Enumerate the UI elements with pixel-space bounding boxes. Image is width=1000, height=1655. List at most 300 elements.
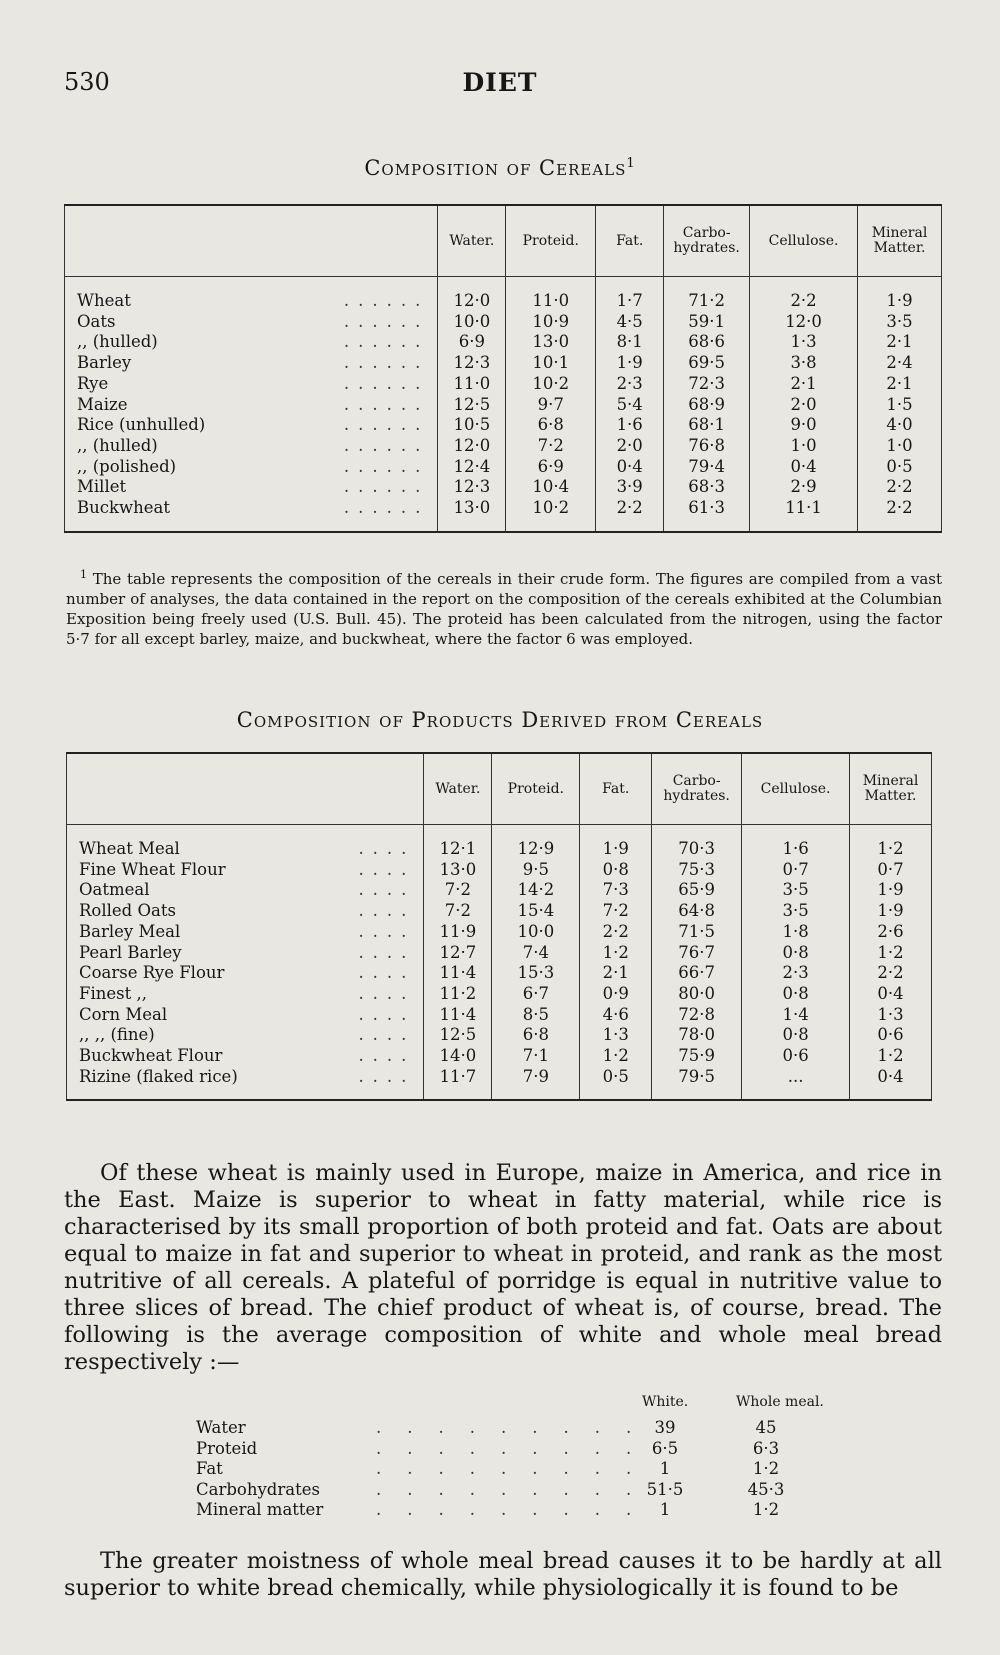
table-row bbox=[67, 1005, 932, 1026]
value-cell: 9·5 bbox=[492, 860, 580, 881]
row-label-text: Pearl Barley bbox=[79, 942, 182, 962]
row-label-text: Buckwheat bbox=[77, 498, 170, 518]
value-cell: 70·3 bbox=[652, 839, 742, 860]
row-label bbox=[65, 353, 438, 374]
value-cell: 78·0 bbox=[652, 1025, 742, 1046]
value-cell: 15·3 bbox=[492, 963, 580, 984]
value-cell: 14·2 bbox=[492, 880, 580, 901]
row-label-text: Buckwheat Flour bbox=[79, 1046, 223, 1066]
value-cell: 1·6 bbox=[742, 839, 850, 860]
leader-dots: ...... bbox=[343, 435, 430, 455]
value-cell: 66·7 bbox=[652, 963, 742, 984]
value-cell: 2·1 bbox=[858, 332, 942, 353]
spacer-cell bbox=[664, 277, 750, 292]
row-label bbox=[65, 498, 438, 532]
value-cell: 0·9 bbox=[580, 984, 652, 1005]
column-header: Mineral Matter. bbox=[850, 753, 932, 825]
table-header-row bbox=[67, 753, 932, 825]
value-cell: 5·4 bbox=[596, 395, 664, 416]
table-row bbox=[65, 312, 942, 333]
leader-dots: ......... bbox=[376, 1438, 658, 1458]
value-cell: 11·9 bbox=[424, 922, 492, 943]
value-cell: 0·8 bbox=[580, 860, 652, 881]
table-row bbox=[67, 943, 932, 964]
value-cell: 68·9 bbox=[664, 395, 750, 416]
bread-row bbox=[196, 1418, 836, 1438]
value-cell: 1·9 bbox=[858, 291, 942, 312]
footnote-marker: 1 bbox=[80, 568, 87, 581]
footnote-text: The table represents the composition of the cereals in their crude form. The figures are compiled from a vast number of analyses, the data contained in the report on the composition of the cereals exhibited at the Columbian Exposition being freely used (U.S. Bull. 45). The proteid has been calculated from the nitrogen, using the factor 5·7 for all except barley, maize, and buckwheat, where the factor 6 was employed. bbox=[66, 570, 942, 648]
value-cell: 59·1 bbox=[664, 312, 750, 333]
bread-row bbox=[196, 1439, 836, 1459]
leader-dots: ...... bbox=[343, 353, 430, 373]
row-label bbox=[67, 922, 424, 943]
value-cell: 12·0 bbox=[438, 291, 506, 312]
value-cell: 2·2 bbox=[596, 498, 664, 532]
value-cell: 12·1 bbox=[424, 839, 492, 860]
table-row bbox=[65, 395, 942, 416]
value-cell: 0·4 bbox=[596, 457, 664, 478]
value-cell: 0·8 bbox=[742, 1025, 850, 1046]
value-cell: 12·5 bbox=[438, 395, 506, 416]
value-cell: 0·6 bbox=[742, 1046, 850, 1067]
value-cell: 7·2 bbox=[580, 901, 652, 922]
value-cell: 0·6 bbox=[850, 1025, 932, 1046]
value-cell: 10·0 bbox=[492, 922, 580, 943]
value-cell: 8·5 bbox=[492, 1005, 580, 1026]
table1-title bbox=[60, 156, 940, 180]
table-header-row bbox=[65, 205, 942, 277]
value-cell: 0·4 bbox=[750, 457, 858, 478]
leader-dots: ...... bbox=[343, 332, 430, 352]
table-row bbox=[67, 984, 932, 1005]
value-cell: 10·2 bbox=[506, 374, 596, 395]
row-label-text: Wheat bbox=[77, 291, 131, 310]
white-value: 6·5 bbox=[651, 1438, 679, 1458]
row-label bbox=[65, 291, 438, 312]
row-label bbox=[67, 963, 424, 984]
row-label-text: ,, (polished) bbox=[77, 456, 177, 476]
row-label-text: Oatmeal bbox=[79, 880, 150, 900]
row-label-text: Coarse Rye Flour bbox=[79, 963, 225, 983]
value-cell: 1·6 bbox=[596, 415, 664, 436]
value-cell: 13·0 bbox=[424, 860, 492, 881]
leader-dots: .... bbox=[358, 921, 416, 941]
products-table bbox=[66, 752, 932, 1101]
bread-row-label: Fat bbox=[196, 1459, 223, 1478]
value-cell: 4·6 bbox=[580, 1005, 652, 1026]
spacer-cell bbox=[580, 825, 652, 840]
value-cell: 10·4 bbox=[506, 477, 596, 498]
value-cell: 0·4 bbox=[850, 984, 932, 1005]
column-header: Cellulose. bbox=[750, 205, 858, 277]
value-cell: 7·9 bbox=[492, 1067, 580, 1101]
column-header: Carbo-hydrates. bbox=[664, 205, 750, 277]
white-value: 51·5 bbox=[646, 1479, 684, 1499]
leader-dots: ......... bbox=[376, 1500, 658, 1519]
value-cell: 12·0 bbox=[750, 312, 858, 333]
value-cell: 0·7 bbox=[850, 860, 932, 881]
value-cell: 12·0 bbox=[438, 436, 506, 457]
value-cell: 3·9 bbox=[596, 477, 664, 498]
leader-dots: .... bbox=[358, 983, 416, 1003]
bread-row bbox=[196, 1500, 836, 1520]
table-row bbox=[67, 839, 932, 860]
row-label bbox=[65, 374, 438, 395]
value-cell: 68·3 bbox=[664, 477, 750, 498]
value-cell: 12·7 bbox=[424, 943, 492, 964]
value-cell: 2·1 bbox=[580, 963, 652, 984]
row-label-text: Barley bbox=[77, 353, 132, 373]
table-row bbox=[65, 374, 942, 395]
leader-dots: ......... bbox=[376, 1418, 658, 1437]
row-label-text: Rolled Oats bbox=[79, 901, 176, 921]
table-row bbox=[67, 860, 932, 881]
value-cell: 75·3 bbox=[652, 860, 742, 881]
leader-dots: .... bbox=[358, 880, 416, 900]
bread-row bbox=[196, 1459, 836, 1479]
row-label-text: Maize bbox=[77, 394, 128, 414]
value-cell: 13·0 bbox=[438, 498, 506, 532]
leader-dots: ......... bbox=[376, 1459, 658, 1478]
bread-row-label: Mineral matter bbox=[196, 1500, 324, 1519]
value-cell: 6·9 bbox=[438, 332, 506, 353]
table-row bbox=[65, 353, 942, 374]
spacer-cell bbox=[652, 825, 742, 840]
table-row bbox=[65, 498, 942, 532]
value-cell: 68·6 bbox=[664, 332, 750, 353]
value-cell: 1·5 bbox=[858, 395, 942, 416]
column-header: Water. bbox=[438, 205, 506, 277]
value-cell: 12·4 bbox=[438, 457, 506, 478]
value-cell: 1·4 bbox=[742, 1005, 850, 1026]
value-cell: 1·9 bbox=[580, 839, 652, 860]
value-cell: 1·2 bbox=[850, 839, 932, 860]
value-cell: 1·2 bbox=[850, 1046, 932, 1067]
leader-dots: ...... bbox=[343, 311, 430, 331]
row-label bbox=[65, 312, 438, 333]
row-label bbox=[65, 436, 438, 457]
value-cell: 7·2 bbox=[506, 436, 596, 457]
row-label bbox=[65, 332, 438, 353]
row-label-text: Corn Meal bbox=[79, 1004, 168, 1024]
value-cell: 1·0 bbox=[750, 436, 858, 457]
value-cell: 64·8 bbox=[652, 901, 742, 922]
row-label bbox=[67, 901, 424, 922]
value-cell: 7·2 bbox=[424, 880, 492, 901]
footnote bbox=[66, 565, 942, 649]
white-value: 1 bbox=[659, 1500, 671, 1519]
white-value: 39 bbox=[654, 1418, 676, 1437]
value-cell: 2·2 bbox=[580, 922, 652, 943]
spacer-cell bbox=[850, 825, 932, 840]
body-paragraph: Of these wheat is mainly used in Europe, maize in America, and rice in the East. Maize is superior to wheat in fatty material, while rice is characterised by its small proportion of both proteid and fat. Oats are about equal to maize in fat and superior to wheat in proteid, and rank as the most nutritive of all cereals. A plateful of porridge is equal in nutritive value to three slices of bread. The chief product of wheat is, of course, bread. The following is the average composition of white and whole meal bread respectively :— bbox=[64, 1160, 942, 1375]
value-cell: 10·0 bbox=[438, 312, 506, 333]
spacer-row bbox=[65, 277, 942, 292]
value-cell: ... bbox=[742, 1067, 850, 1101]
value-cell: 11·2 bbox=[424, 984, 492, 1005]
value-cell: 1·0 bbox=[858, 436, 942, 457]
leader-dots: .... bbox=[358, 942, 416, 962]
value-cell: 2·2 bbox=[858, 477, 942, 498]
spacer-row bbox=[67, 825, 932, 840]
column-header: Proteid. bbox=[506, 205, 596, 277]
spacer-cell bbox=[65, 277, 438, 292]
value-cell: 12·5 bbox=[424, 1025, 492, 1046]
value-cell: 2·3 bbox=[596, 374, 664, 395]
value-cell: 1·2 bbox=[580, 1046, 652, 1067]
spacer-cell bbox=[492, 825, 580, 840]
row-label bbox=[67, 839, 424, 860]
value-cell: 2·2 bbox=[858, 498, 942, 532]
wholemeal-value: 45·3 bbox=[747, 1479, 785, 1499]
value-cell: 3·5 bbox=[742, 901, 850, 922]
row-label-text: Rice (unhulled) bbox=[77, 415, 206, 435]
row-label-text: ,, (hulled) bbox=[77, 435, 158, 455]
white-value: 1 bbox=[659, 1459, 671, 1478]
leader-dots: .... bbox=[358, 963, 416, 983]
spacer-cell bbox=[438, 277, 506, 292]
value-cell: 11·1 bbox=[750, 498, 858, 532]
value-cell: 3·5 bbox=[742, 880, 850, 901]
running-head bbox=[60, 68, 940, 102]
leader-dots: .... bbox=[358, 901, 416, 921]
value-cell: 1·9 bbox=[596, 353, 664, 374]
value-cell: 0·7 bbox=[742, 860, 850, 881]
value-cell: 12·3 bbox=[438, 477, 506, 498]
row-label bbox=[67, 1025, 424, 1046]
table-row bbox=[65, 291, 942, 312]
value-cell: 2·1 bbox=[858, 374, 942, 395]
value-cell: 1·3 bbox=[850, 1005, 932, 1026]
value-cell: 1·9 bbox=[850, 880, 932, 901]
value-cell: 10·5 bbox=[438, 415, 506, 436]
wholemeal-value: 1·2 bbox=[752, 1459, 780, 1478]
value-cell: 7·4 bbox=[492, 943, 580, 964]
value-cell: 79·4 bbox=[664, 457, 750, 478]
value-cell: 68·1 bbox=[664, 415, 750, 436]
row-label-text: Millet bbox=[77, 477, 127, 497]
row-label-text: Oats bbox=[77, 311, 116, 331]
page-number: 530 bbox=[64, 68, 110, 96]
leader-dots: ...... bbox=[343, 498, 430, 518]
value-cell: 0·4 bbox=[850, 1067, 932, 1101]
row-label-text: Barley Meal bbox=[79, 921, 181, 941]
table-row bbox=[67, 901, 932, 922]
value-cell: 71·5 bbox=[652, 922, 742, 943]
value-cell: 10·2 bbox=[506, 498, 596, 532]
value-cell: 76·7 bbox=[652, 943, 742, 964]
row-header-cell bbox=[67, 753, 424, 825]
table-row bbox=[67, 1025, 932, 1046]
row-label bbox=[65, 457, 438, 478]
row-label bbox=[67, 1046, 424, 1067]
table-row bbox=[67, 880, 932, 901]
cereals-table bbox=[64, 204, 942, 533]
value-cell: 1·7 bbox=[596, 291, 664, 312]
leader-dots: ...... bbox=[343, 394, 430, 414]
value-cell: 2·3 bbox=[742, 963, 850, 984]
spacer-cell bbox=[424, 825, 492, 840]
value-cell: 11·4 bbox=[424, 1005, 492, 1026]
value-cell: 1·3 bbox=[580, 1025, 652, 1046]
value-cell: 2·2 bbox=[850, 963, 932, 984]
value-cell: 6·8 bbox=[506, 415, 596, 436]
leader-dots: .... bbox=[358, 1066, 416, 1086]
value-cell: 11·7 bbox=[424, 1067, 492, 1101]
value-cell: 4·5 bbox=[596, 312, 664, 333]
wholemeal-value: 1·2 bbox=[752, 1500, 780, 1519]
table-row bbox=[65, 332, 942, 353]
value-cell: 12·3 bbox=[438, 353, 506, 374]
value-cell: 6·9 bbox=[506, 457, 596, 478]
row-label-text: ,, (hulled) bbox=[77, 332, 158, 352]
value-cell: 12·9 bbox=[492, 839, 580, 860]
leader-dots: ...... bbox=[343, 477, 430, 497]
bread-row-label: Proteid bbox=[196, 1438, 258, 1458]
leader-dots: ...... bbox=[343, 291, 430, 310]
running-title: DIET bbox=[462, 68, 538, 97]
row-label bbox=[67, 943, 424, 964]
row-label bbox=[67, 1005, 424, 1026]
table-row bbox=[67, 922, 932, 943]
row-label bbox=[67, 880, 424, 901]
value-cell: 4·0 bbox=[858, 415, 942, 436]
row-label-text: ,, ,, (fine) bbox=[79, 1025, 155, 1045]
value-cell: 2·6 bbox=[850, 922, 932, 943]
column-header: Cellulose. bbox=[742, 753, 850, 825]
table-row bbox=[65, 477, 942, 498]
column-header: Fat. bbox=[580, 753, 652, 825]
value-cell: 13·0 bbox=[506, 332, 596, 353]
row-label-text: Finest ,, bbox=[79, 983, 147, 1003]
value-cell: 15·4 bbox=[492, 901, 580, 922]
value-cell: 11·0 bbox=[506, 291, 596, 312]
leader-dots: .... bbox=[358, 859, 416, 879]
value-cell: 0·8 bbox=[742, 984, 850, 1005]
body-paragraph: The greater moistness of whole meal bread causes it to be hardly at all superior to white bread chemically, while physiologically it is found to be bbox=[64, 1548, 942, 1601]
row-label-text: Wheat Meal bbox=[79, 839, 180, 858]
value-cell: 0·5 bbox=[580, 1067, 652, 1101]
bread-row-label: Water bbox=[196, 1418, 246, 1437]
white-column-header: White. bbox=[642, 1394, 689, 1410]
value-cell: 1·2 bbox=[580, 943, 652, 964]
value-cell: 7·1 bbox=[492, 1046, 580, 1067]
value-cell: 80·0 bbox=[652, 984, 742, 1005]
column-header: Proteid. bbox=[492, 753, 580, 825]
table-body bbox=[67, 825, 932, 1101]
value-cell: 1·8 bbox=[742, 922, 850, 943]
leader-dots: ...... bbox=[343, 456, 430, 476]
spacer-cell bbox=[67, 825, 424, 840]
row-label-text: Rye bbox=[77, 373, 109, 393]
value-cell: 2·0 bbox=[750, 395, 858, 416]
table2-title: Composition of Products Derived from Cereals bbox=[236, 708, 764, 732]
value-cell: 9·0 bbox=[750, 415, 858, 436]
leader-dots: .... bbox=[358, 1046, 416, 1066]
table1-title-text: Composition of Cereals bbox=[364, 156, 627, 180]
value-cell: 2·1 bbox=[750, 374, 858, 395]
value-cell: 72·8 bbox=[652, 1005, 742, 1026]
leader-dots: .... bbox=[358, 839, 416, 858]
value-cell: 7·3 bbox=[580, 880, 652, 901]
value-cell: 10·1 bbox=[506, 353, 596, 374]
row-label bbox=[65, 395, 438, 416]
wholemeal-column-header: Whole meal. bbox=[736, 1394, 824, 1410]
column-header: Carbo-hydrates. bbox=[652, 753, 742, 825]
leader-dots: ......... bbox=[376, 1479, 658, 1499]
table1-footnote-ref: 1 bbox=[626, 156, 636, 171]
value-cell: 11·0 bbox=[438, 374, 506, 395]
value-cell: 71·2 bbox=[664, 291, 750, 312]
leader-dots: ...... bbox=[343, 373, 430, 393]
row-header-cell bbox=[65, 205, 438, 277]
table-body bbox=[65, 277, 942, 532]
value-cell: 61·3 bbox=[664, 498, 750, 532]
spacer-cell bbox=[858, 277, 942, 292]
leader-dots: .... bbox=[358, 1004, 416, 1024]
value-cell: 76·8 bbox=[664, 436, 750, 457]
table-row bbox=[67, 1046, 932, 1067]
value-cell: 6·7 bbox=[492, 984, 580, 1005]
value-cell: 3·5 bbox=[858, 312, 942, 333]
value-cell: 0·5 bbox=[858, 457, 942, 478]
value-cell: 75·9 bbox=[652, 1046, 742, 1067]
spacer-cell bbox=[596, 277, 664, 292]
table-row bbox=[65, 436, 942, 457]
value-cell: 11·4 bbox=[424, 963, 492, 984]
value-cell: 2·4 bbox=[858, 353, 942, 374]
row-label-text: Fine Wheat Flour bbox=[79, 859, 226, 879]
spacer-cell bbox=[742, 825, 850, 840]
table-row bbox=[65, 457, 942, 478]
value-cell: 2·9 bbox=[750, 477, 858, 498]
value-cell: 1·3 bbox=[750, 332, 858, 353]
value-cell: 14·0 bbox=[424, 1046, 492, 1067]
value-cell: 1·9 bbox=[850, 901, 932, 922]
leader-dots: ...... bbox=[343, 415, 430, 435]
value-cell: 1·2 bbox=[850, 943, 932, 964]
leader-dots: .... bbox=[358, 1025, 416, 1045]
value-cell: 0·8 bbox=[742, 943, 850, 964]
value-cell: 2·0 bbox=[596, 436, 664, 457]
row-label-text: Rizine (flaked rice) bbox=[79, 1066, 238, 1086]
value-cell: 65·9 bbox=[652, 880, 742, 901]
row-label bbox=[65, 415, 438, 436]
bread-row-label: Carbohydrates bbox=[196, 1479, 320, 1499]
column-header: Mineral Matter. bbox=[858, 205, 942, 277]
value-cell: 79·5 bbox=[652, 1067, 742, 1101]
column-header: Fat. bbox=[596, 205, 664, 277]
value-cell: 6·8 bbox=[492, 1025, 580, 1046]
row-label bbox=[67, 1067, 424, 1101]
table-row bbox=[67, 963, 932, 984]
table-row bbox=[67, 1067, 932, 1101]
value-cell: 7·2 bbox=[424, 901, 492, 922]
row-label bbox=[65, 477, 438, 498]
value-cell: 8·1 bbox=[596, 332, 664, 353]
bread-row bbox=[196, 1480, 836, 1500]
value-cell: 69·5 bbox=[664, 353, 750, 374]
value-cell: 3·8 bbox=[750, 353, 858, 374]
wholemeal-value: 6·3 bbox=[752, 1438, 780, 1458]
spacer-cell bbox=[506, 277, 596, 292]
column-header: Water. bbox=[424, 753, 492, 825]
row-label bbox=[67, 984, 424, 1005]
table-row bbox=[65, 415, 942, 436]
spacer-cell bbox=[750, 277, 858, 292]
wholemeal-value: 45 bbox=[755, 1418, 777, 1437]
